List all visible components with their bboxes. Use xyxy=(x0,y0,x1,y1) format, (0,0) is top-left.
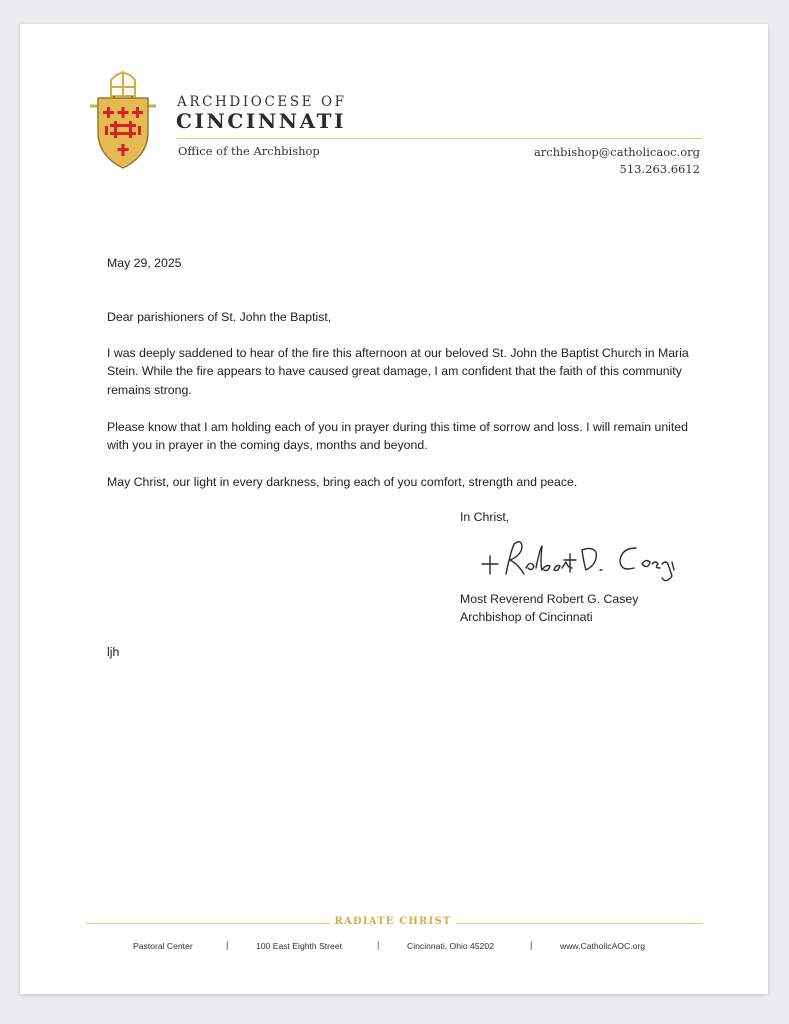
org-name-line2: CINCINNATI xyxy=(176,109,347,133)
footer-rule-right xyxy=(456,923,702,924)
paragraph-1: I was deeply saddened to hear of the fire this afternoon at our beloved St. John the Baptist Church in Maria Stein. While the fire appears to have caused great damage, I am confident that the faith of this community remains strong. xyxy=(107,346,689,397)
letter-page xyxy=(20,24,768,994)
typist-initials: ljh xyxy=(107,645,120,659)
footer-separator: | xyxy=(377,940,380,950)
paragraph-2: Please know that I am holding each of you in prayer during this time of sorrow and loss. I will remain united with you in prayer in the coming days, months and beyond. xyxy=(107,420,688,453)
org-name-line1: ARCHDIOCESE OF xyxy=(177,94,347,110)
footer-separator: | xyxy=(530,940,533,950)
signature-image xyxy=(476,534,680,586)
header-rule xyxy=(177,138,702,139)
footer-separator: | xyxy=(226,940,229,950)
contact-block xyxy=(534,144,700,178)
signer-name: Most Reverend Robert G. Casey xyxy=(460,592,639,606)
signer-title: Archbishop of Cincinnati xyxy=(460,610,593,625)
footer-street: 100 East Eighth Street xyxy=(256,941,342,951)
footer-motto: RADIATE CHRIST xyxy=(334,916,452,927)
signer-block xyxy=(460,590,638,627)
footer-city: Cincinnati, Ohio 45202 xyxy=(407,941,494,951)
salutation: Dear parishioners of St. John the Baptist, xyxy=(107,310,332,324)
contact-email: archbishop@catholicaoc.org xyxy=(533,145,700,159)
office-name: Office of the Archbishop xyxy=(178,144,320,158)
letter-date: May 29, 2025 xyxy=(107,256,182,270)
coat-of-arms-icon xyxy=(84,66,162,170)
closing: In Christ, xyxy=(460,510,510,524)
footer-rule-left xyxy=(86,923,330,924)
paragraph-3: May Christ, our light in every darkness, bring each of you comfort, strength and peace. xyxy=(107,475,578,489)
footer-website: www.CatholicAOC.org xyxy=(560,941,646,951)
contact-phone: 513.263.6612 xyxy=(619,162,700,176)
footer-pastoral-center: Pastoral Center xyxy=(133,941,193,951)
